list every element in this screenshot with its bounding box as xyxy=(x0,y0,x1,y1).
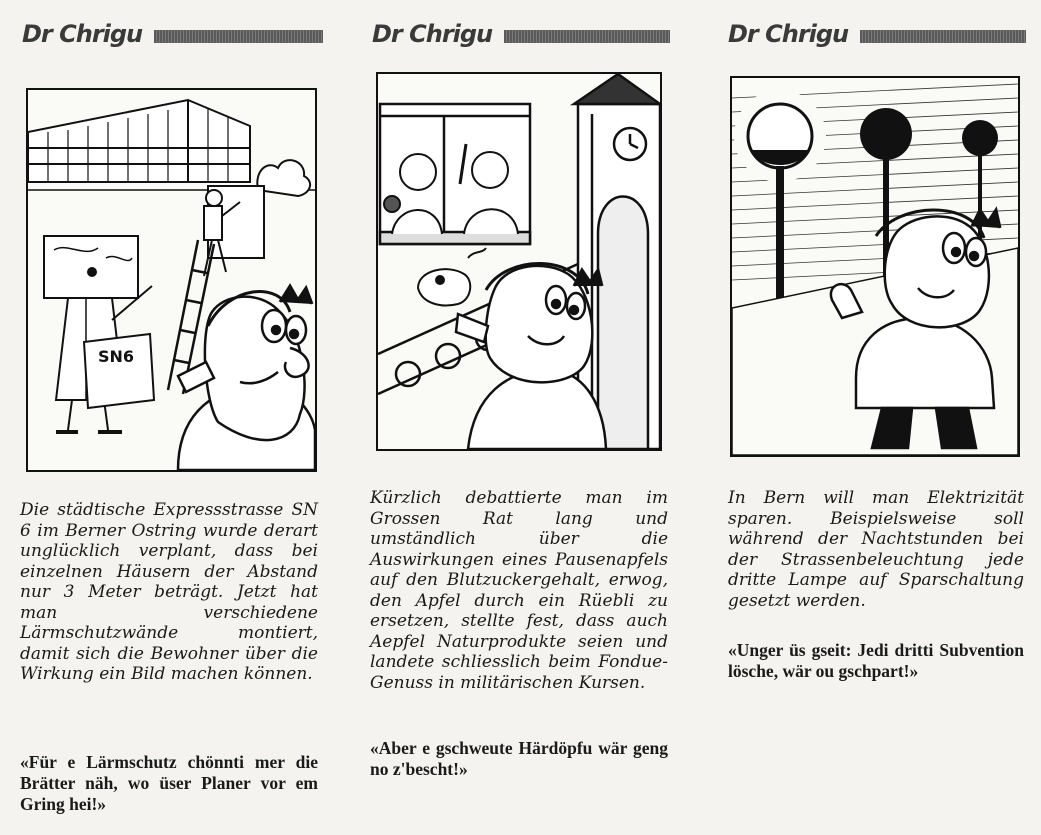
strip-header xyxy=(724,18,1026,52)
strip-title: Dr Chrigu xyxy=(22,20,143,48)
strip-title: Dr Chrigu xyxy=(372,20,493,48)
header-bar xyxy=(154,30,323,43)
strip-punchline: «Aber e gschweute Härdöpfu wär geng no z'bescht!» xyxy=(370,738,668,779)
header-bar xyxy=(504,30,670,43)
hair-tuft xyxy=(280,286,312,304)
header-bar xyxy=(860,30,1026,43)
strip-header xyxy=(368,18,670,52)
strip-header xyxy=(18,18,323,52)
comic-strip-3 xyxy=(724,0,1026,835)
hair-tuft xyxy=(972,210,1000,228)
comic-strip-1 xyxy=(18,0,323,835)
bush xyxy=(257,160,310,196)
dark-lamp xyxy=(962,120,998,156)
plan-sheet xyxy=(84,334,154,408)
cartoon-panel xyxy=(730,76,1020,457)
apple-debate-cartoon xyxy=(378,74,660,449)
comic-strip-2 xyxy=(368,0,670,835)
pausenapfel-creature xyxy=(418,248,486,305)
building xyxy=(28,100,250,182)
street-lamp-cartoon xyxy=(732,78,1018,455)
strip-caption: Die städtische Expressstrasse SN 6 im Berner Ostring wurde derart unglücklich verplant, dass bei einzelnen Häusern der Abstand nur 3 Meter beträgt. Jetzt hat man verschiedene Lärmschutzwände montiert, damit sich die Bewohner über die Wirkung ein Bild machen können. xyxy=(20,500,318,684)
strip-punchline: «Unger üs gseit: Jedi dritti Subvention lösche, wär ou gschpart!» xyxy=(728,640,1024,681)
noise-barrier-cartoon xyxy=(28,90,315,470)
plan-sheet-label: SN6 xyxy=(98,347,135,366)
strip-punchline: «Für e Lärmschutz chönnti mer die Brätter näh, wo üser Planer vor em Gring hei!» xyxy=(20,752,318,814)
strip-caption: Kürzlich debattierte man im Grossen Rat lang und umständlich über die Auswirkungen eines Pausenapfels auf den Blutzuckergehalt, erwog, den Apfel durch ein Rüebli zu ersetzen, stellte fest, dass auch Aepfel Naturprodukte seien und landete schliesslich beim Fondue-Genuss in militärischen Kursen. xyxy=(370,488,668,693)
dark-lamp xyxy=(860,108,912,160)
cartoon-panel xyxy=(26,88,317,472)
strip-title: Dr Chrigu xyxy=(728,20,849,48)
strip-caption: In Bern will man Elektrizität sparen. Beispielsweise soll während der Nachtstunden bei der Strassenbeleuchtung jede dritte Lampe auf Sparschaltung gesetzt werden. xyxy=(728,488,1024,611)
cartoon-panel xyxy=(376,72,662,451)
chrigu xyxy=(456,263,606,449)
